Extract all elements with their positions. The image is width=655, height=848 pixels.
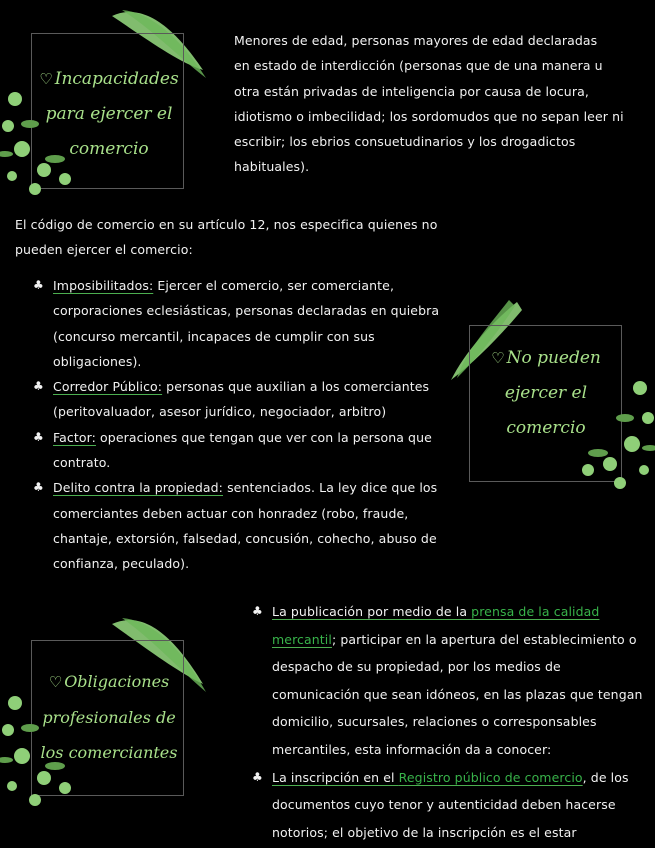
section2-lead: El código de comercio en su artículo 12, nos especifica quienes no pueden ejercer el comercio: [15,217,438,258]
club-bullet-icon: ♣ [33,480,44,495]
list-item: ♣ Corredor Público: personas que auxilian a los comerciantes (peritovaluador, asesor jurídico, negociador, arbitro) [33,374,453,425]
list-item: ♣ Delito contra la propiedad: sentenciados. La ley dice que los comerciantes deben actuar con honradez (robo, fraude, chantaje, extorsión, falsedad, concusión, cohecho, abuso de confianza, peculado). [33,475,453,576]
flower-cluster-icon [0,688,90,818]
club-bullet-icon: ♣ [252,769,263,784]
heart-icon: ♡ [491,349,505,367]
section1-intro: Menores de edad, personas mayores de edad declaradas en estado de interdicción (personas que de una manera u otra están privadas de inteligencia por causa de locura, idiotismo o imbecilidad; los sordomudos que no sepan leer ni escribir; los ebrios consuetudinarios y los drogadictos habituales). [234,33,624,175]
heart-icon: ♡ [39,70,53,88]
list-item: ♣ La inscripción en el Registro público de comercio, de los documentos cuyo tenor y autenticidad deben hacerse notorios; el objetivo de la inscripción es el estar [252,764,647,847]
list-item: ♣ Factor: operaciones que tengan que ver con la persona que contrato. [33,425,453,476]
club-bullet-icon: ♣ [33,379,44,394]
flower-cluster-icon [570,378,655,498]
club-bullet-icon: ♣ [252,604,263,618]
factor-text-line: contrato. [53,455,111,471]
flower-cluster-icon [0,84,90,204]
club-bullet-icon: ♣ [33,278,44,292]
list-item: ♣ La publicación por medio de la prensa de la calidad mercantil; participar en la apertura del establecimiento o despacho de su propiedad, por los medios de comunicación que sean idóneos, en las plazas que tengan domicilio, sucursales, relaciones o corresponsables mercantiles, esta información da a conocer: [252,598,647,764]
section1-title: ♡ Incapacidades para ejercer el comercio [39,69,179,159]
heart-icon: ♡ [48,673,63,691]
section2-title: ♡ No pueden ejercer el comercio [491,348,601,438]
obligations-list [252,598,647,846]
section3-title: ♡ Obligaciones profesionales de los comerciantes [40,672,178,762]
list-item: ♣ Imposibilitados: Ejercer el comercio, ser comerciante, corporaciones eclesiásticas, personas declaradas en quiebra (concurso mercantil, incapaces de cumplir con sus obligaciones). [33,273,453,374]
club-bullet-icon: ♣ [33,429,44,444]
factor-text-line: operaciones que tengan que ver con la persona que [95,429,432,445]
incapacity-list [33,273,453,577]
